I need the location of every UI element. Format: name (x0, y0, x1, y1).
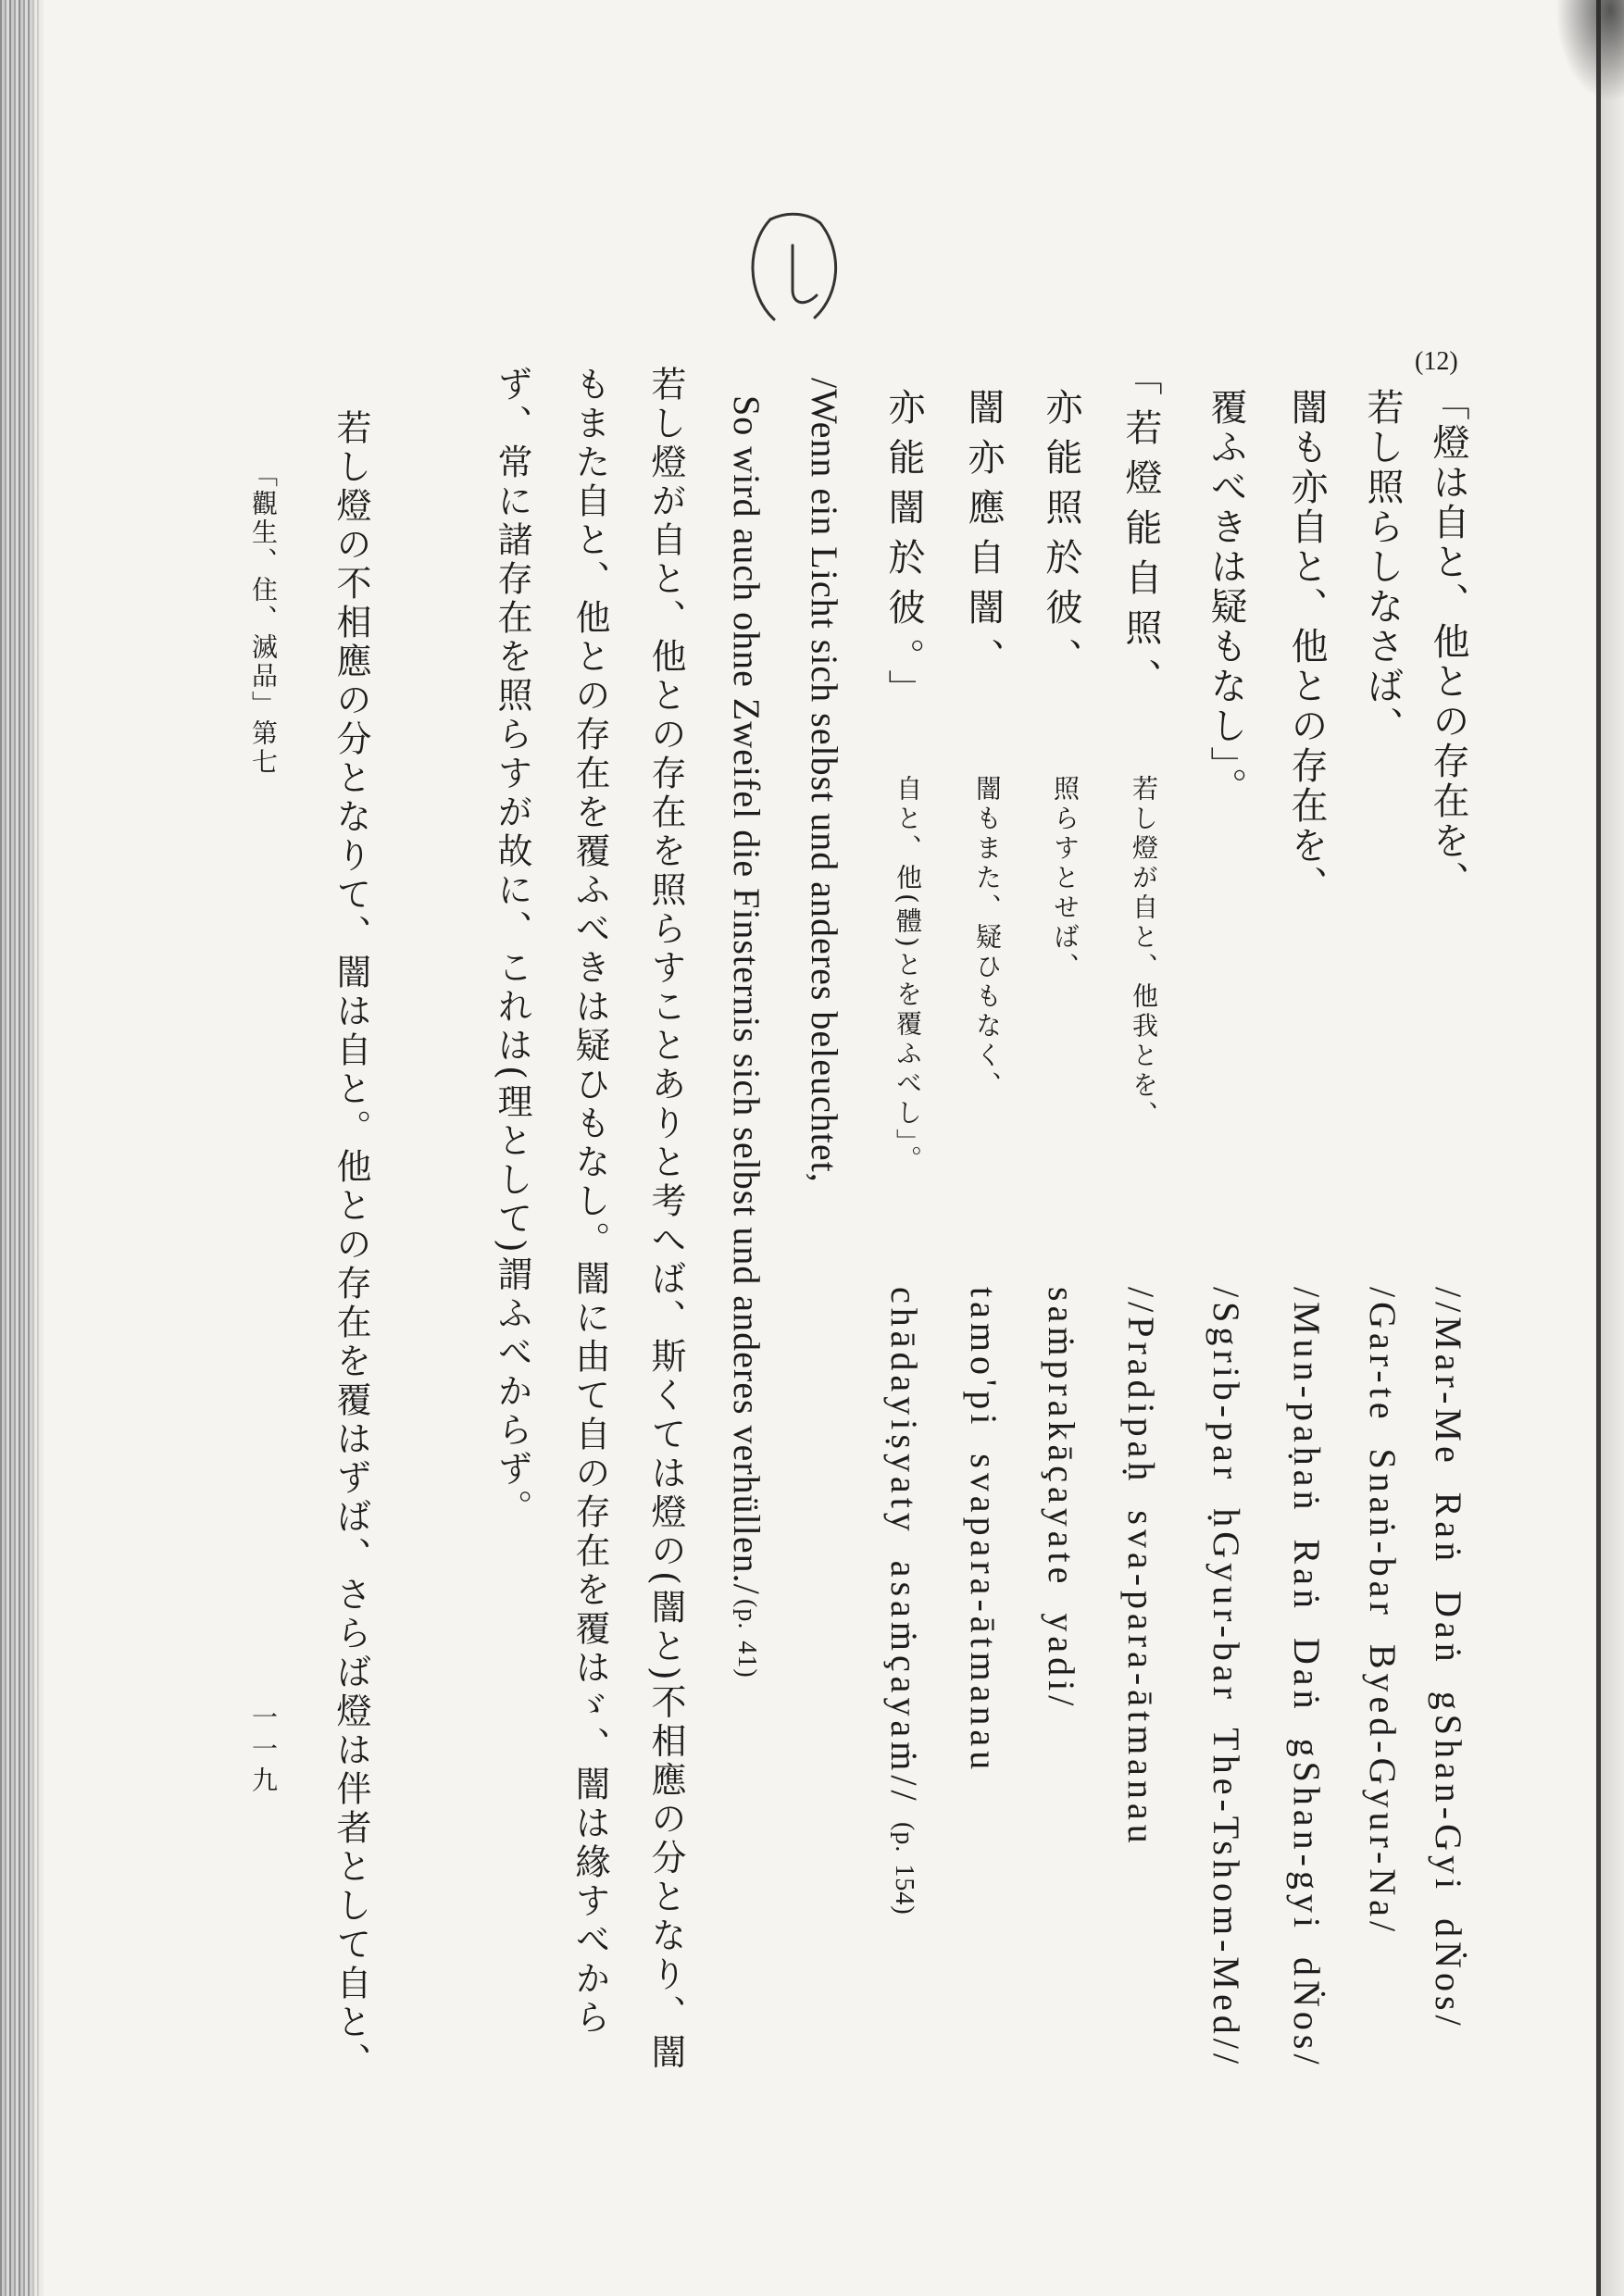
verse-japanese-line-4: 覆ふべきは疑もなし」。 (1205, 388, 1247, 807)
commentary-line-2: もまた自と、他との存在を覆ふべきは疑ひもなし。闇に由て自の存在を覆はゞ、闇は緣すべから (569, 366, 610, 2038)
verse-sanskrit-line-4-text: chādayiṣyaty asaṁçayaṁ// (883, 1287, 925, 1805)
page-number: 一一九 (248, 1703, 279, 1798)
verse-reading-line-3: 闇もまた、疑ひもなく、 (972, 775, 1003, 1101)
sanskrit-page-reference: (p. 154) (890, 1821, 918, 1915)
verse-sanskrit-line-4 (881, 1287, 927, 1915)
running-title: 「觀生、住、滅品」第七 (248, 461, 279, 777)
commentary-line-1: 若し燈が自と、他との存在を照らすことありと考へば、斯くては燈の(闇と)不相應の分となり、闇 (645, 366, 686, 2073)
verse-tibetan-line-1: //Mar-Me Raṅ Daṅ gShan-Gyi dṄos/ (1428, 1287, 1469, 2030)
scan-page-edge-line (1596, 0, 1601, 2296)
verse-chinese-line-3: 闇亦應自闇、 (962, 388, 1005, 688)
handwritten-mark (741, 208, 852, 329)
verse-german-line-1: /Wenn ein Licht sich selbst und anderes beleuchtet, (804, 378, 845, 1183)
german-page-reference: (p. 41) (732, 1598, 761, 1678)
verse-tibetan-line-3: /Mun-paḥaṅ Raṅ Daṅ gShan-gyi dṄos/ (1286, 1287, 1328, 2069)
verse-japanese-line-2: 若し照らしなさば、 (1361, 388, 1404, 746)
verse-sanskrit-line-1: //Pradipaḥ sva-para-ātmanau (1120, 1287, 1162, 1848)
verse-reading-line-2: 照らすとせば、 (1050, 775, 1081, 982)
verse-tibetan-line-4: /Sgrib-par ḥGyur-bar The-Tshom-Med// (1206, 1287, 1247, 2068)
verse-japanese-line-3: 闇も亦自と、他との存在を、 (1285, 388, 1328, 905)
commentary-line-4: 若し燈の不相應の分となりて、闇は自と。他との存在を覆はずば、さらば燈は伴者として自と、 (331, 409, 371, 2081)
commentary-line-3: ず、常に諸存在を照らすが故に、これは(理として)謂ふべからず。 (492, 366, 532, 1529)
verse-german-line-2 (723, 395, 769, 1678)
verse-number: (12) (1415, 347, 1458, 376)
scan-outer-margin (1601, 0, 1624, 2296)
verse-chinese-line-1: 「若燈能自照、 (1119, 358, 1162, 708)
verse-reading-line-1: 若し燈が自と、他我とを、 (1129, 775, 1159, 1130)
verse-german-line-2-text: So wird auch ohne Zweifel die Finsternis sich selbst und anderes verhüllen./ (726, 395, 768, 1595)
verse-tibetan-line-2: /Gar-te Snaṅ-bar Byed-Gyur-Na/ (1362, 1287, 1404, 1937)
scan-corner-smudge (1555, 0, 1624, 102)
scan-binding-edge (0, 0, 44, 2296)
verse-sanskrit-line-3: tamo'pi svapara-ātmanau (963, 1287, 1005, 1775)
verse-chinese-line-2: 亦能照於彼、 (1040, 388, 1082, 688)
verse-reading-line-4: 自と、他(體)とを覆ふべし」。 (893, 775, 923, 1175)
verse-sanskrit-line-2: saṁprakāçayate yadi/ (1041, 1287, 1082, 1711)
verse-chinese-line-4: 亦能闇於彼。」 (882, 388, 925, 719)
verse-japanese-line-1: 「燈は自と、他との存在を、 (1427, 383, 1469, 901)
